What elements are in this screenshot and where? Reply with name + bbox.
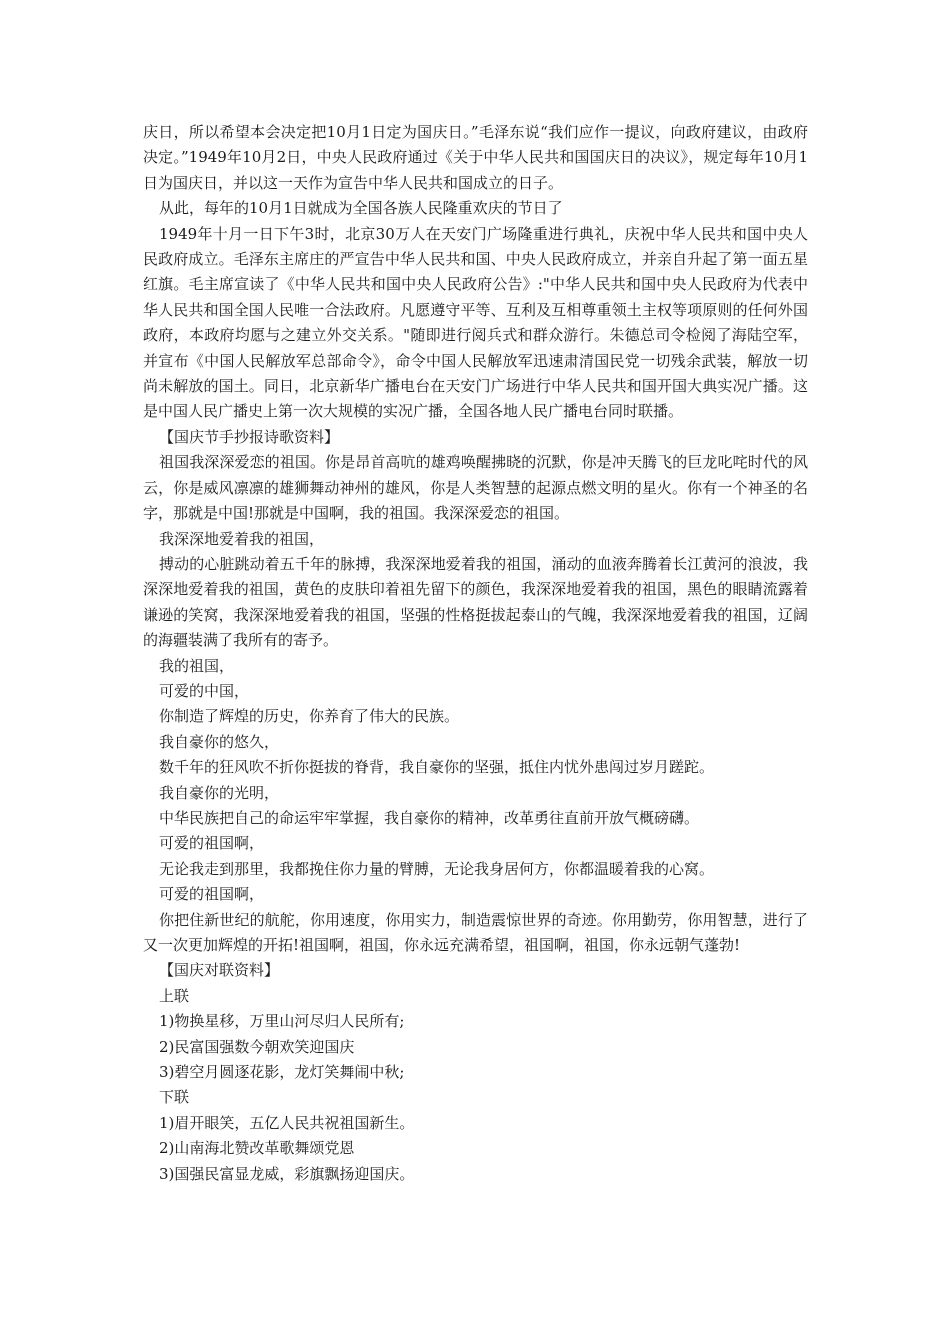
document-paragraph: 【国庆节手抄报诗歌资料】 xyxy=(159,427,340,446)
document-paragraph: 庆日，所以希望本会决定把10月1日定为国庆日。”毛泽东说“我们应作一提议，向政府建议，由政府决定。”1949年10月2日，中央人民政府通过《关于中华人民共和国国庆日的决议》，规定每年10月1日为国庆日，并以这一天作为宣告中华人民共和国成立的日子。 xyxy=(143,123,808,192)
document-paragraph: 我的祖国， xyxy=(159,656,235,675)
document-paragraph: 我深深地爱着我的祖国， xyxy=(159,529,325,548)
document-paragraph: 中华民族把自己的命运牢牢掌握，我自豪你的精神，改革勇往直前开放气概磅礴。 xyxy=(159,808,700,827)
document-paragraph: 上联 xyxy=(159,986,190,1005)
document-paragraph: 我自豪你的悠久， xyxy=(159,732,280,751)
document-paragraph: 从此，每年的10月1日就成为全国各族人民隆重欢庆的节日了 xyxy=(159,199,563,218)
document-paragraph: 你把住新世纪的航舵，你用速度，你用实力，制造震惊世界的奇迹。你用勤劳，你用智慧，进行了又一次更加辉煌的开拓!祖国啊，祖国，你永远充满希望，祖国啊，祖国，你永远朝气蓬勃! xyxy=(143,910,808,954)
document-paragraph: 【国庆对联资料】 xyxy=(159,961,280,980)
document-paragraph: 2)山南海北赞改革歌舞颂党恩 xyxy=(159,1139,355,1158)
document-paragraph: 搏动的心脏跳动着五千年的脉搏，我深深地爱着我的祖国，涌动的血液奔腾着长江黄河的浪波，我深深地爱着我的祖国，黄色的皮肤印着祖先留下的颜色，我深深地爱着我的祖国，黑色的眼睛流露着谦逊的笑窝，我深深地爱着我的祖国，坚强的性格挺拔起泰山的气魄，我深深地爱着我的祖国，辽阔的海疆装满了我所有的寄予。 xyxy=(143,554,808,650)
document-paragraph: 3)国强民富显龙威，彩旗飘扬迎国庆。 xyxy=(159,1164,415,1183)
document-paragraph: 无论我走到那里，我都挽住你力量的臂膊，无论我身居何方，你都温暖着我的心窝。 xyxy=(159,859,715,878)
document-paragraph: 1)物换星移，万里山河尽归人民所有; xyxy=(159,1012,405,1031)
document-paragraph: 祖国我深深爱恋的祖国。你是昂首高吭的雄鸡唤醒拂晓的沉默，你是冲天腾飞的巨龙叱咤时代的风云，你是威风凛凛的雄狮舞动神州的雄风，你是人类智慧的起源点燃文明的星火。你有一个神圣的名字，那就是中国!那就是中国啊，我的祖国。我深深爱恋的祖国。 xyxy=(143,453,808,523)
document-paragraph: 下联 xyxy=(159,1088,190,1107)
document-paragraph: 可爱的祖国啊， xyxy=(159,885,265,904)
document-body xyxy=(143,120,808,1187)
document-paragraph: 你制造了辉煌的历史，你养育了伟大的民族。 xyxy=(159,707,460,726)
document-paragraph: 1949年十月一日下午3时，北京30万人在天安门广场隆重进行典礼，庆祝中华人民共和国中央人民政府成立。毛泽东主席庄的严宣告中华人民共和国、中央人民政府成立，并亲自升起了第一面五星红旗。毛主席宣读了《中华人民共和国中央人民政府公告》:"中华人民共和国中央人民政府为代表中华人民共和国全国人民唯一合法政府。凡愿遵守平等、互利及互相尊重领土主权等项原则的任何外国政府，本政府均愿与之建立外交关系。"随即进行阅兵式和群众游行。朱德总司令检阅了海陆空军，并宣布《中国人民解放军总部命令》，命令中国人民解放军迅速肃清国民党一切残余武装，解放一切尚未解放的国土。同日，北京新华广播电台在天安门广场进行中华人民共和国开国大典实况广播。这是中国人民广播史上第一次大规模的实况广播，全国各地人民广播电台同时联播。 xyxy=(143,224,808,421)
document-paragraph: 数千年的狂风吹不折你挺拔的脊背，我自豪你的坚强，抵住内忧外患闯过岁月蹉跎。 xyxy=(159,758,715,777)
document-paragraph: 可爱的中国， xyxy=(159,681,250,700)
document-paragraph: 我自豪你的光明， xyxy=(159,783,280,802)
document-paragraph: 3)碧空月圆逐花影，龙灯笑舞闹中秋; xyxy=(159,1063,405,1082)
document-paragraph: 1)眉开眼笑，五亿人民共祝祖国新生。 xyxy=(159,1113,415,1132)
document-paragraph: 可爱的祖国啊， xyxy=(159,834,265,853)
document-paragraph: 2)民富国强数今朝欢笑迎国庆 xyxy=(159,1037,355,1056)
